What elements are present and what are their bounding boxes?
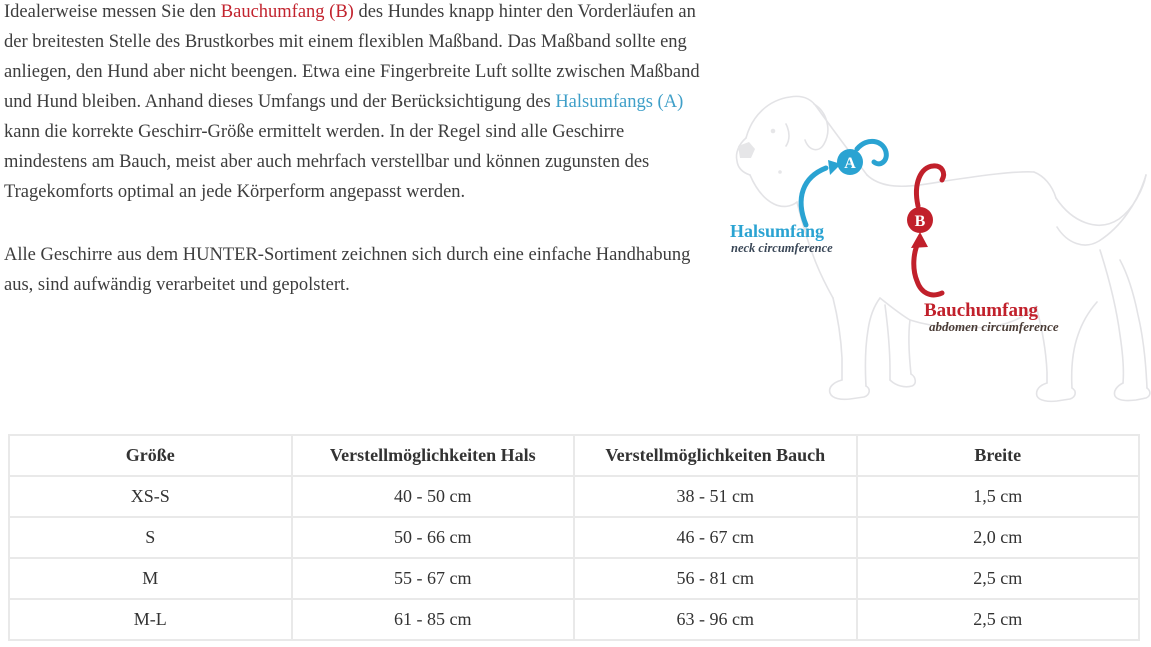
table-row <box>9 599 1139 640</box>
table-row <box>9 476 1139 517</box>
cell-width: 2,5 cm <box>857 599 1140 640</box>
belly-circumference-sublabel: abdomen circumference <box>929 319 1059 334</box>
neck-circumference-sublabel: neck circumference <box>731 241 833 255</box>
belly-circumference-label: Bauchumfang <box>924 300 1039 321</box>
header-belly-adjustment: Verstellmöglichkeiten Bauch <box>574 435 857 476</box>
intro-seg1: Idealerweise messen Sie den <box>4 2 221 22</box>
cell-belly-range: 46 - 67 cm <box>574 517 857 558</box>
cell-size: S <box>9 517 292 558</box>
measuring-paragraph <box>4 0 700 207</box>
marker-b-badge <box>907 207 933 233</box>
cell-neck-range: 40 - 50 cm <box>292 476 575 517</box>
dog-eye <box>771 129 776 134</box>
cell-belly-range: 56 - 81 cm <box>574 558 857 599</box>
table-row <box>9 517 1139 558</box>
hunter-range-paragraph: Alle Geschirre aus dem HUNTER-Sortiment zeichnen sich durch eine einfache Handhabung aus, sind aufwändig verarbeitet und gepolstert. <box>4 245 691 295</box>
neck-circumference-link[interactable]: Halsumfangs (A) <box>555 92 684 112</box>
marker-a-letter: A <box>844 155 856 172</box>
dog-diagram <box>700 80 1151 415</box>
belly-circumference-emphasis: Bauchumfang (B) <box>220 2 354 22</box>
intro-seg3: kann die korrekte Geschirr-Größe ermittelt werden. In der Regel sind alle Geschirre mindestens am Bauch, meist aber auch mehrfach verstellbar und können zugunsten des Tragekomforts optimal an jede Körperform angepasst werden. <box>4 122 650 202</box>
dog-face-details <box>738 129 782 174</box>
dog-jowl-dot <box>778 170 782 174</box>
marker-a-badge <box>837 149 863 175</box>
header-width: Breite <box>857 435 1140 476</box>
cell-belly-range: 38 - 51 cm <box>574 476 857 517</box>
cell-size: M <box>9 558 292 599</box>
harness-size-table <box>8 434 1140 641</box>
size-table-header-row <box>9 435 1139 476</box>
cell-width: 1,5 cm <box>857 476 1140 517</box>
cell-neck-range: 50 - 66 cm <box>292 517 575 558</box>
intro-seg2: des Hundes knapp hinter den Vorderläufen an der breitesten Stelle des Brustkorbes mit einem flexiblen Maßband. Das Maßband sollte eng anliegen, den Hund aber nicht beengen. Etwa eine Fingerbreite Luft sollte zwischen Maßband und Hund bleiben. Anhand dieses Umfangs und der Berücksichtigung des <box>4 2 700 112</box>
cell-width: 2,0 cm <box>857 517 1140 558</box>
dog-measurement-figure <box>700 80 1151 415</box>
cell-belly-range: 63 - 96 cm <box>574 599 857 640</box>
intro-text <box>4 0 700 300</box>
header-neck-adjustment: Verstellmöglichkeiten Hals <box>292 435 575 476</box>
cell-neck-range: 61 - 85 cm <box>292 599 575 640</box>
table-row <box>9 558 1139 599</box>
neck-circumference-label: Halsumfang <box>730 221 825 241</box>
cell-neck-range: 55 - 67 cm <box>292 558 575 599</box>
belly-arrowhead <box>911 232 928 248</box>
cell-size: XS-S <box>9 476 292 517</box>
marker-b-letter: B <box>914 213 926 230</box>
cell-width: 2,5 cm <box>857 558 1140 599</box>
cell-size: M-L <box>9 599 292 640</box>
header-size: Größe <box>9 435 292 476</box>
